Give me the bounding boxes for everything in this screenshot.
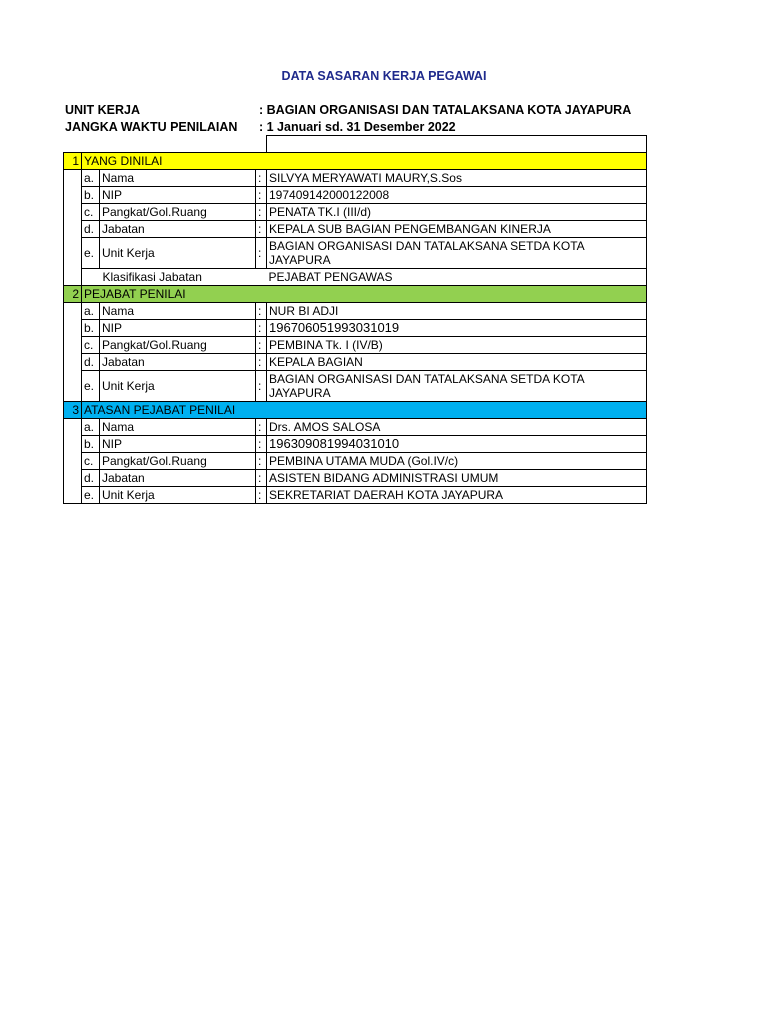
row-label: Pangkat/Gol.Ruang bbox=[100, 453, 256, 470]
row-value: Drs. AMOS SALOSA bbox=[267, 419, 647, 436]
table-row bbox=[64, 221, 647, 238]
row-label: Unit Kerja bbox=[100, 238, 256, 269]
row-label: Nama bbox=[100, 303, 256, 320]
row-value: 196309081994031010 bbox=[267, 436, 647, 453]
row-colon: : bbox=[256, 470, 267, 487]
row-label: Jabatan bbox=[100, 221, 256, 238]
row-label: Unit Kerja bbox=[100, 371, 256, 402]
row-letter: b. bbox=[82, 436, 100, 453]
blank-cell bbox=[267, 136, 647, 153]
sasaran-kerja-table bbox=[63, 135, 647, 504]
row-letter: d. bbox=[82, 354, 100, 371]
row-letter: c. bbox=[82, 453, 100, 470]
table-row bbox=[64, 419, 647, 436]
table-row bbox=[64, 187, 647, 204]
row-letter: b. bbox=[82, 187, 100, 204]
row-colon: : bbox=[256, 204, 267, 221]
section-title: ATASAN PEJABAT PENILAI bbox=[82, 402, 647, 419]
row-value: PENATA TK.I (III/d) bbox=[267, 204, 647, 221]
row-letter: a. bbox=[82, 419, 100, 436]
table-row bbox=[64, 303, 647, 320]
row-label: NIP bbox=[100, 320, 256, 337]
table-row bbox=[64, 320, 647, 337]
unit-kerja-label: UNIT KERJA bbox=[65, 103, 141, 117]
row-label: NIP bbox=[100, 436, 256, 453]
table-row bbox=[64, 337, 647, 354]
row-colon: : bbox=[256, 170, 267, 187]
section-number: 2 bbox=[64, 286, 82, 303]
row-value: PEMBINA UTAMA MUDA (Gol.IV/c) bbox=[267, 453, 647, 470]
row-colon: : bbox=[256, 354, 267, 371]
section-atasan-pejabat-penilai-header bbox=[64, 402, 647, 419]
row-letter: c. bbox=[82, 204, 100, 221]
section-number: 3 bbox=[64, 402, 82, 419]
row-letter: e. bbox=[82, 487, 100, 504]
row-colon: : bbox=[256, 337, 267, 354]
table-row bbox=[64, 354, 647, 371]
row-letter: e. bbox=[82, 238, 100, 269]
row-colon: : bbox=[256, 436, 267, 453]
unit-kerja-value: : BAGIAN ORGANISASI DAN TATALAKSANA KOTA JAYAPURA bbox=[259, 103, 632, 117]
section-yang-dinilai-header bbox=[64, 153, 647, 170]
row-value: NUR BI ADJI bbox=[267, 303, 647, 320]
section-number: 1 bbox=[64, 153, 82, 170]
row-letter: d. bbox=[82, 470, 100, 487]
row-value: KEPALA BAGIAN bbox=[267, 354, 647, 371]
klasifikasi-label: Klasifikasi Jabatan bbox=[100, 269, 256, 286]
row-value: PEMBINA Tk. I (IV/B) bbox=[267, 337, 647, 354]
table-row bbox=[64, 453, 647, 470]
section-pejabat-penilai-header bbox=[64, 286, 647, 303]
table-row bbox=[64, 371, 647, 402]
row-colon: : bbox=[256, 371, 267, 402]
section-title: YANG DINILAI bbox=[82, 153, 647, 170]
row-value: SEKRETARIAT DAERAH KOTA JAYAPURA bbox=[267, 487, 647, 504]
row-label: Jabatan bbox=[100, 470, 256, 487]
table-row bbox=[64, 238, 647, 269]
row-label: Nama bbox=[100, 170, 256, 187]
row-letter: a. bbox=[82, 170, 100, 187]
row-colon: : bbox=[256, 303, 267, 320]
row-label: NIP bbox=[100, 187, 256, 204]
table-row bbox=[64, 487, 647, 504]
section-title: PEJABAT PENILAI bbox=[82, 286, 647, 303]
row-label: Nama bbox=[100, 419, 256, 436]
row-label: Pangkat/Gol.Ruang bbox=[100, 204, 256, 221]
row-letter: d. bbox=[82, 221, 100, 238]
row-letter: e. bbox=[82, 371, 100, 402]
row-letter: b. bbox=[82, 320, 100, 337]
document-title: DATA SASARAN KERJA PEGAWAI bbox=[281, 69, 487, 83]
table-row bbox=[64, 436, 647, 453]
row-value: BAGIAN ORGANISASI DAN TATALAKSANA SETDA KOTA JAYAPURA bbox=[267, 371, 647, 402]
jangka-waktu-value: : 1 Januari sd. 31 Desember 2022 bbox=[259, 120, 456, 134]
row-value: 196706051993031019 bbox=[267, 320, 647, 337]
row-colon: : bbox=[256, 419, 267, 436]
table-row-klasifikasi bbox=[64, 269, 647, 286]
table-row bbox=[64, 170, 647, 187]
table-row bbox=[64, 470, 647, 487]
row-value: KEPALA SUB BAGIAN PENGEMBANGAN KINERJA bbox=[267, 221, 647, 238]
jangka-waktu-label: JANGKA WAKTU PENILAIAN bbox=[65, 120, 238, 134]
row-label: Pangkat/Gol.Ruang bbox=[100, 337, 256, 354]
table-header-blank-row bbox=[64, 136, 647, 153]
row-label: Jabatan bbox=[100, 354, 256, 371]
row-colon: : bbox=[256, 238, 267, 269]
row-colon: : bbox=[256, 487, 267, 504]
row-value: 197409142000122008 bbox=[267, 187, 647, 204]
klasifikasi-value: PEJABAT PENGAWAS bbox=[267, 269, 647, 286]
row-label: Unit Kerja bbox=[100, 487, 256, 504]
row-colon: : bbox=[256, 320, 267, 337]
row-colon: : bbox=[256, 187, 267, 204]
row-letter: c. bbox=[82, 337, 100, 354]
table-row bbox=[64, 204, 647, 221]
row-value: SILVYA MERYAWATI MAURY,S.Sos bbox=[267, 170, 647, 187]
row-letter: a. bbox=[82, 303, 100, 320]
row-colon: : bbox=[256, 221, 267, 238]
row-value: ASISTEN BIDANG ADMINISTRASI UMUM bbox=[267, 470, 647, 487]
row-colon: : bbox=[256, 453, 267, 470]
row-value: BAGIAN ORGANISASI DAN TATALAKSANA SETDA KOTA JAYAPURA bbox=[267, 238, 647, 269]
